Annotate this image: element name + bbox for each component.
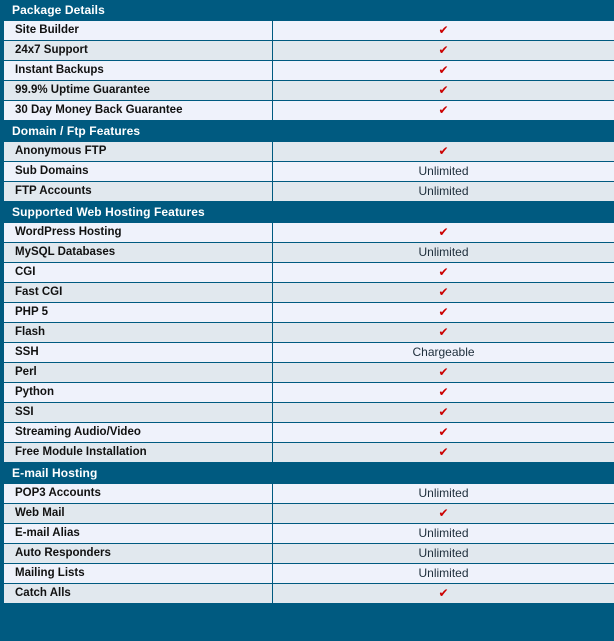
section-header-row	[2, 463, 614, 484]
feature-value-text: Unlimited	[272, 524, 614, 544]
check-icon: ✔	[438, 83, 449, 97]
table-row	[2, 423, 614, 443]
table-row	[2, 584, 614, 604]
feature-value-check	[272, 263, 614, 283]
feature-value-check	[272, 584, 614, 604]
feature-label: POP3 Accounts	[2, 484, 272, 504]
feature-label: Instant Backups	[2, 61, 272, 81]
check-icon: ✔	[438, 103, 449, 117]
check-icon: ✔	[438, 23, 449, 37]
feature-label: WordPress Hosting	[2, 223, 272, 243]
check-icon: ✔	[438, 405, 449, 419]
table-row	[2, 564, 614, 584]
feature-value-check	[272, 443, 614, 463]
check-icon: ✔	[438, 586, 449, 600]
feature-value-check	[272, 101, 614, 121]
feature-label: MySQL Databases	[2, 243, 272, 263]
table-row	[2, 101, 614, 121]
section-header-row	[2, 0, 614, 21]
table-row	[2, 81, 614, 101]
table-row	[2, 524, 614, 544]
feature-value-text: Unlimited	[272, 162, 614, 182]
table-row	[2, 182, 614, 202]
check-icon: ✔	[438, 425, 449, 439]
feature-value-text: Unlimited	[272, 243, 614, 263]
feature-label: 99.9% Uptime Guarantee	[2, 81, 272, 101]
feature-label: 30 Day Money Back Guarantee	[2, 101, 272, 121]
feature-label: Streaming Audio/Video	[2, 423, 272, 443]
feature-value-text: Unlimited	[272, 484, 614, 504]
table-row	[2, 383, 614, 403]
feature-label: Catch Alls	[2, 584, 272, 604]
feature-value-check	[272, 21, 614, 41]
feature-label: Anonymous FTP	[2, 142, 272, 162]
feature-label: Python	[2, 383, 272, 403]
table-row	[2, 303, 614, 323]
feature-label: 24x7 Support	[2, 41, 272, 61]
feature-value-check	[272, 323, 614, 343]
feature-value-check	[272, 223, 614, 243]
feature-value-check	[272, 504, 614, 524]
table-row	[2, 363, 614, 383]
feature-label: Sub Domains	[2, 162, 272, 182]
feature-value-check	[272, 363, 614, 383]
table-row	[2, 323, 614, 343]
section-header-row	[2, 202, 614, 223]
feature-label: Flash	[2, 323, 272, 343]
table-row	[2, 142, 614, 162]
feature-label: Mailing Lists	[2, 564, 272, 584]
section-title: Supported Web Hosting Features	[2, 202, 614, 223]
section-title: Domain / Ftp Features	[2, 121, 614, 142]
section-title: Package Details	[2, 0, 614, 21]
check-icon: ✔	[438, 225, 449, 239]
feature-value-check	[272, 303, 614, 323]
check-icon: ✔	[438, 385, 449, 399]
table-row	[2, 343, 614, 363]
feature-label: FTP Accounts	[2, 182, 272, 202]
section-header-row	[2, 121, 614, 142]
section-title: E-mail Hosting	[2, 463, 614, 484]
check-icon: ✔	[438, 63, 449, 77]
feature-label: E-mail Alias	[2, 524, 272, 544]
feature-label: PHP 5	[2, 303, 272, 323]
feature-label: SSH	[2, 343, 272, 363]
check-icon: ✔	[438, 506, 449, 520]
feature-label: SSI	[2, 403, 272, 423]
feature-value-check	[272, 383, 614, 403]
check-icon: ✔	[438, 285, 449, 299]
table-row	[2, 484, 614, 504]
feature-value-check	[272, 403, 614, 423]
feature-value-text: Chargeable	[272, 343, 614, 363]
feature-label: Fast CGI	[2, 283, 272, 303]
table-body	[2, 0, 614, 604]
table-row	[2, 443, 614, 463]
check-icon: ✔	[438, 144, 449, 158]
feature-label: Web Mail	[2, 504, 272, 524]
feature-label: Free Module Installation	[2, 443, 272, 463]
table-row	[2, 223, 614, 243]
table-row	[2, 544, 614, 564]
check-icon: ✔	[438, 43, 449, 57]
table-row	[2, 403, 614, 423]
check-icon: ✔	[438, 365, 449, 379]
feature-label: Perl	[2, 363, 272, 383]
feature-label: CGI	[2, 263, 272, 283]
table-row	[2, 263, 614, 283]
feature-label: Auto Responders	[2, 544, 272, 564]
feature-value-text: Unlimited	[272, 544, 614, 564]
check-icon: ✔	[438, 325, 449, 339]
check-icon: ✔	[438, 265, 449, 279]
table-row	[2, 243, 614, 263]
table-row	[2, 61, 614, 81]
feature-value-text: Unlimited	[272, 564, 614, 584]
feature-value-check	[272, 61, 614, 81]
table-row	[2, 283, 614, 303]
table-row	[2, 41, 614, 61]
table-row	[2, 504, 614, 524]
check-icon: ✔	[438, 305, 449, 319]
feature-value-check	[272, 81, 614, 101]
feature-value-check	[272, 423, 614, 443]
feature-value-text: Unlimited	[272, 182, 614, 202]
feature-value-check	[272, 142, 614, 162]
table-row	[2, 162, 614, 182]
check-icon: ✔	[438, 445, 449, 459]
feature-value-check	[272, 283, 614, 303]
table-row	[2, 21, 614, 41]
feature-label: Site Builder	[2, 21, 272, 41]
feature-value-check	[272, 41, 614, 61]
